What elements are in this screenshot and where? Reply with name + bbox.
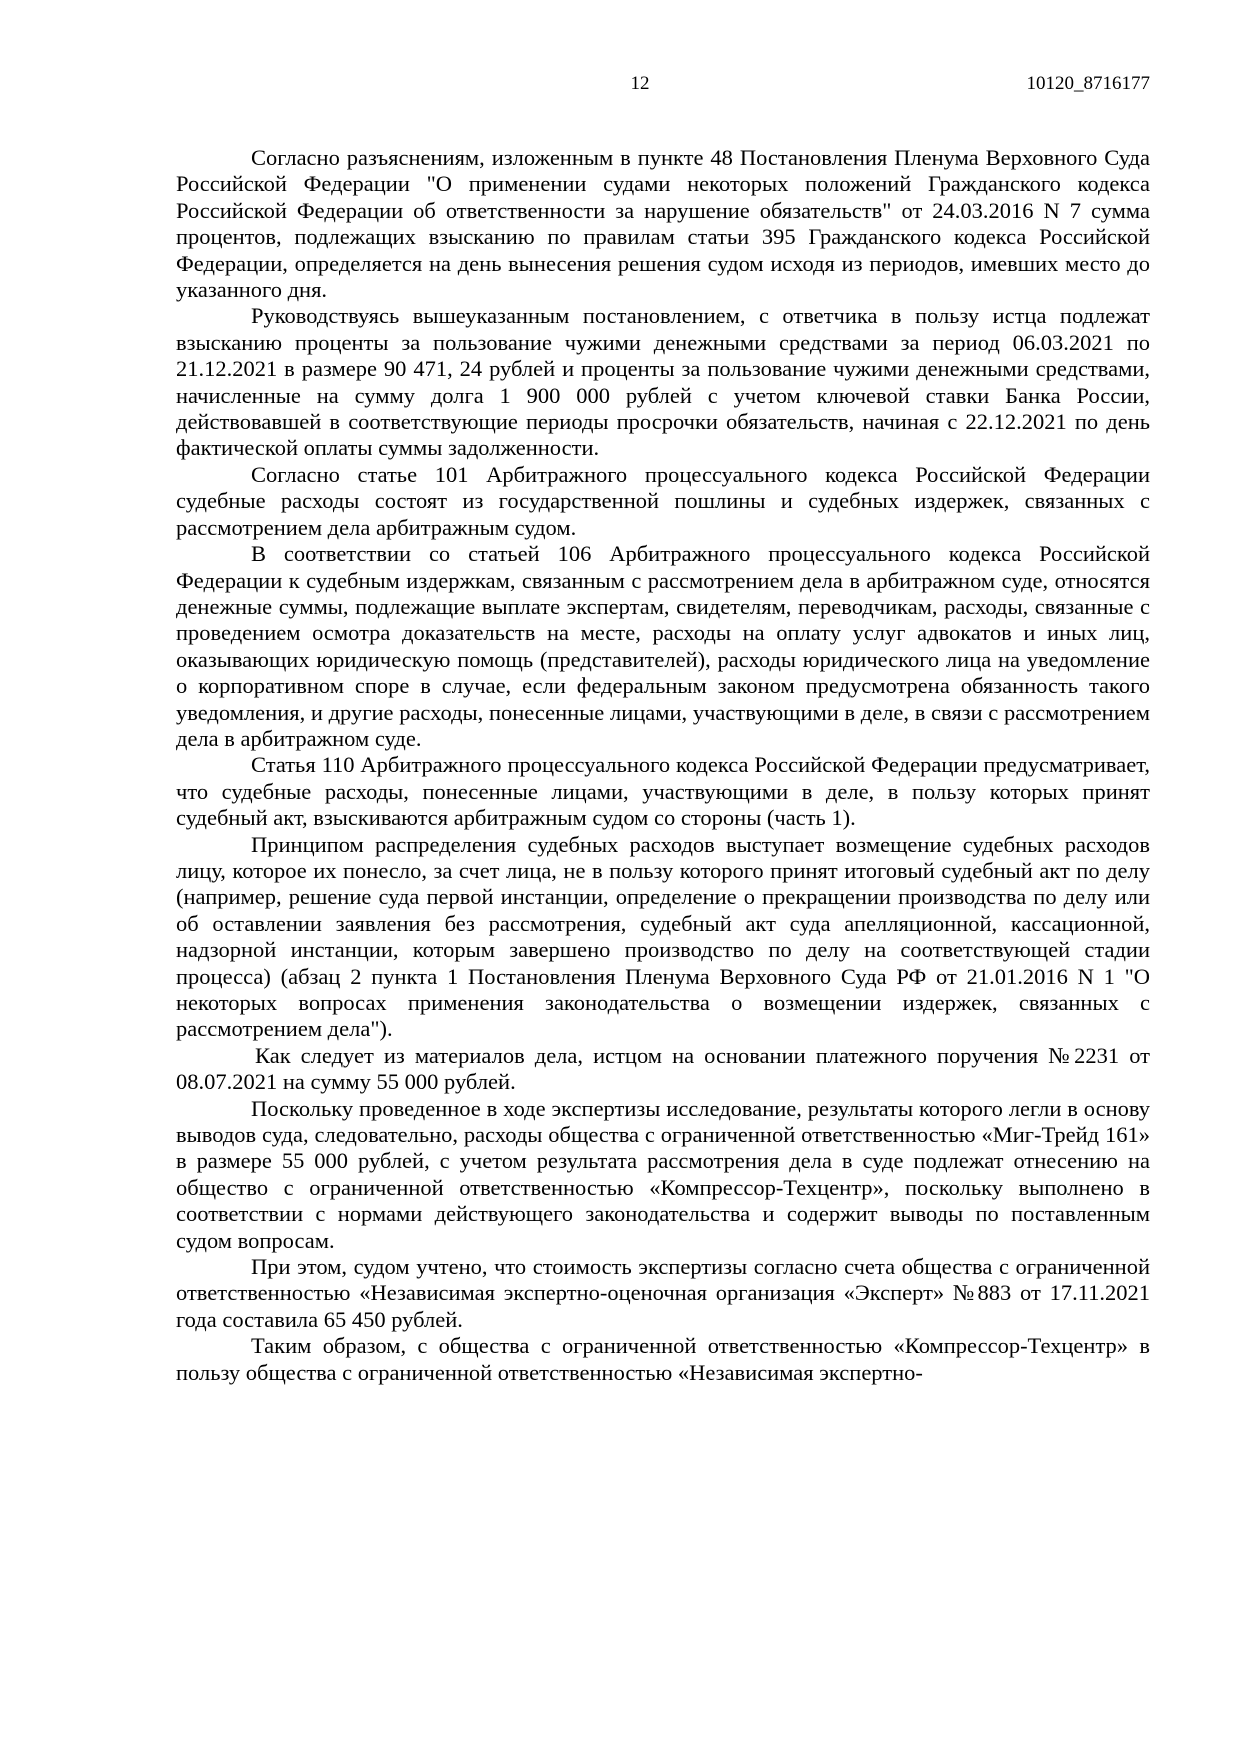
paragraph-expertise-costs: Поскольку проведенное в ходе экспертизы исследование, результаты которого легли в основу выводов суда, следовательно, расходы общества с ограниченной ответственностью «Миг-Трейд 161» в размере 55 000 рублей, с учетом результата рассмотрения дела в суде подлежат отнесению на общество с ограниченной ответственностью «Компрессор-Техцентр», поскольку выполнено в соответствии с нормами действующего законодательства и содержит выводы по поставленным судом вопросам. — [176, 1095, 1150, 1253]
paragraph-conclusion: Таким образом, с общества с ограниченной ответственностью «Компрессор-Техцентр» в пользу общества с ограниченной ответственностью «Независимая экспертно- — [176, 1333, 1150, 1385]
paragraph-article-110: Статья 110 Арбитражного процессуального кодекса Российской Федерации предусматривает, что судебные расходы, понесенные лицами, участвующими в деле, в пользу которых принят судебный акт, взыскиваются арбитражным судом со стороны (часть 1). — [176, 752, 1150, 831]
document-id: 10120_8716177 — [1026, 73, 1150, 94]
paragraph-interest-award: Руководствуясь вышеуказанным постановлением, с ответчика в пользу истца подлежат взысканию проценты за пользование чужими денежными средствами за период 06.03.2021 по 21.12.2021 в размере 90 471, 24 рублей и проценты за пользование чужими денежными средствами, начисленные на сумму долга 1 900 000 рублей с учетом ключевой ставки Банка России, действовавшей в соответствующие периоды просрочки обязательств, начиная с 22.12.2021 по день фактической оплаты суммы задолженности. — [176, 303, 1150, 461]
page-number: 12 — [630, 73, 650, 94]
paragraph-article-106: В соответствии со статьей 106 Арбитражного процессуального кодекса Российской Федерации к судебным издержкам, связанным с рассмотрением дела в арбитражном суде, относятся денежные суммы, подлежащие выплате экспертам, свидетелям, переводчикам, расходы, связанные с проведением осмотра доказательств на месте, расходы на оплату услуг адвокатов и иных лиц, оказывающих юридическую помощь (представителей), расходы юридического лица на уведомление о корпоративном споре в случае, если федеральным законом предусмотрена обязанность такого уведомления, и другие расходы, понесенные лицами, участвующими в деле, в связи с рассмотрением дела в арбитражном суде. — [176, 541, 1150, 751]
paragraph-article-101: Согласно статье 101 Арбитражного процессуального кодекса Российской Федерации судебные расходы состоят из государственной пошлины и судебных издержек, связанных с рассмотрением дела арбитражным судом. — [176, 461, 1150, 540]
paragraph-expertise-price: При этом, судом учтено, что стоимость экспертизы согласно счета общества с ограниченной ответственностью «Независимая экспертно-оценочная организация «Эксперт» №883 от 17.11.2021 года составила 65 450 рублей. — [176, 1254, 1150, 1332]
paragraph-payment-order: Как следует из материалов дела, истцом на основании платежного поручения №2231 от 08.07.2021 на сумму 55 000 рублей. — [176, 1042, 1150, 1095]
paragraph-cost-distribution: Принципом распределения судебных расходов выступает возмещение судебных расходов лицу, которое их понесло, за счет лица, не в пользу которого принят итоговый судебный акт по делу (например, решение суда первой инстанции, определение о прекращении производства по делу или об оставлении заявления без рассмотрения, судебный акт суда апелляционной, кассационной, надзорной инстанции, которым завершено производство по делу на соответствующей стадии процесса) (абзац 2 пункта 1 Постановления Пленума Верховного Суда РФ от 21.01.2016 N 1 "О некоторых вопросах применения законодательства о возмещении издержек, связанных с рассмотрением дела"). — [176, 831, 1150, 1042]
paragraph-interest-calculation: Согласно разъяснениям, изложенным в пункте 48 Постановления Пленума Верховного Суда Российской Федерации "О применении судами некоторых положений Гражданского кодекса Российской Федерации об ответственности за нарушение обязательств" от 24.03.2016 N 7 сумма процентов, подлежащих взысканию по правилам статьи 395 Гражданского кодекса Российской Федерации, определяется на день вынесения решения судом исходя из периодов, имевших место до указанного дня. — [176, 145, 1150, 303]
document-body — [176, 145, 1150, 1386]
